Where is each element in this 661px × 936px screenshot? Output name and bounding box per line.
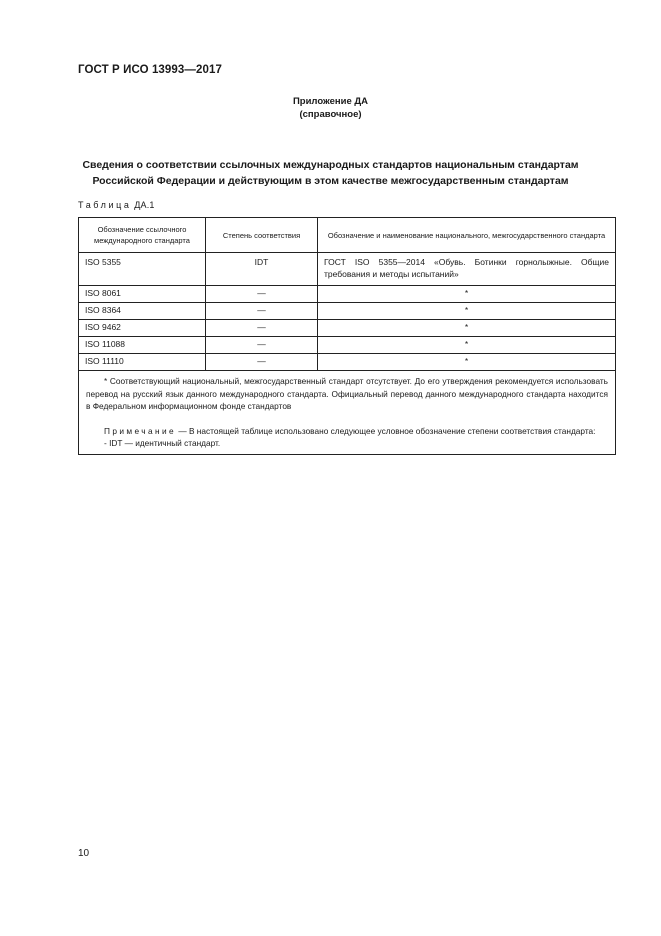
table-header-row <box>79 218 616 253</box>
section-title-line-2: Российской Федерации и действующим в этом качестве межгосударственным стандартам <box>92 175 569 187</box>
cell-reference: ISO 8061 <box>79 286 206 303</box>
table-note <box>86 425 608 438</box>
table-row <box>79 320 616 337</box>
table-notes <box>79 371 616 455</box>
cell-reference: ISO 8364 <box>79 303 206 320</box>
table-row <box>79 303 616 320</box>
cell-national: ГОСТ ISO 5355—2014 «Обувь. Ботинки горнолыжные. Общие требования и методы испытаний» <box>318 253 616 286</box>
column-header-degree: Степень соответствия <box>206 218 318 253</box>
section-title <box>40 157 621 189</box>
document-header: ГОСТ Р ИСО 13993—2017 <box>78 64 223 76</box>
cell-reference: ISO 5355 <box>79 253 206 286</box>
table-row <box>79 337 616 354</box>
cell-degree: — <box>206 303 318 320</box>
table-row <box>79 354 616 371</box>
cell-degree: IDT <box>206 253 318 286</box>
table-caption-label: Таблица <box>78 200 132 210</box>
reference-table <box>78 217 616 455</box>
cell-reference: ISO 11110 <box>79 354 206 371</box>
note-label: Примечание <box>104 425 177 436</box>
section-title-line-1: Сведения о соответствии ссылочных международных стандартов национальным стандартам <box>82 159 579 171</box>
cell-national: * <box>318 320 616 337</box>
table-caption <box>78 200 155 210</box>
page-number: 10 <box>78 848 90 859</box>
cell-degree: — <box>206 337 318 354</box>
appendix-heading <box>0 95 661 121</box>
cell-national: * <box>318 303 616 320</box>
table-row <box>79 286 616 303</box>
column-header-reference: Обозначение ссылочного международного стандарта <box>79 218 206 253</box>
cell-reference: ISO 11088 <box>79 337 206 354</box>
table-caption-number: ДА.1 <box>134 200 155 210</box>
column-header-national: Обозначение и наименование национального, межгосударственного стандарта <box>318 218 616 253</box>
table-notes-row <box>79 371 616 455</box>
cell-degree: — <box>206 354 318 371</box>
cell-national: * <box>318 286 616 303</box>
appendix-subtitle: (справочное) <box>299 109 362 120</box>
cell-national: * <box>318 337 616 354</box>
note-text: — В настоящей таблице использовано следующее условное обозначение степени соответствия стандарта: <box>178 425 596 436</box>
cell-degree: — <box>206 286 318 303</box>
table-footnote: * Соответствующий национальный, межгосударственный стандарт отсутствует. До его утверждения рекомендуется использовать перевод на русский язык данного международного стандарта. Официальный перевод данного международного стандарта находится в Федеральном информационном фонде стандартов <box>86 376 608 411</box>
cell-degree: — <box>206 320 318 337</box>
cell-national: * <box>318 354 616 371</box>
appendix-title: Приложение ДА <box>292 96 369 107</box>
note-item: - IDT — идентичный стандарт. <box>104 438 221 448</box>
cell-reference: ISO 9462 <box>79 320 206 337</box>
table-row <box>79 253 616 286</box>
